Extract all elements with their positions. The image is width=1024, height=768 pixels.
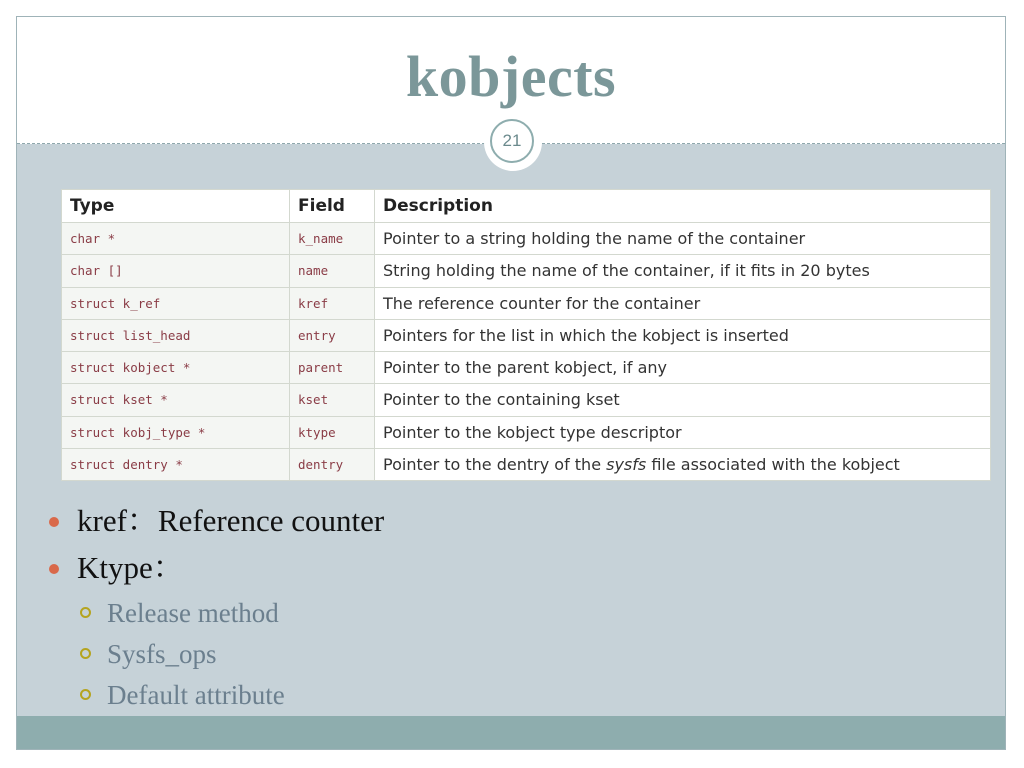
description-text: String holding the name of the container, if it fits in 20 bytes xyxy=(383,261,870,281)
bullet-text: kref：Reference counter xyxy=(77,503,385,538)
description-cell xyxy=(375,448,991,480)
bullet-dot-icon xyxy=(49,564,59,574)
description-text: Pointer to the parent kobject, if any xyxy=(383,358,668,378)
type-cell: char [] xyxy=(62,255,290,287)
description-text: Pointer to the dentry of the xyxy=(383,454,607,474)
description-emphasis: sysfs xyxy=(606,454,647,474)
description-cell xyxy=(375,352,991,384)
field-cell: kset xyxy=(290,384,375,416)
description-text-tail: file associated with the kobject xyxy=(646,454,900,474)
table-row xyxy=(62,287,991,319)
bullet-item xyxy=(47,548,947,595)
field-cell: k_name xyxy=(290,223,375,255)
bullet-text: Ktype： xyxy=(77,550,184,585)
description-cell xyxy=(375,384,991,416)
description-text: Pointer to the containing kset xyxy=(383,390,620,410)
table-header-row xyxy=(62,190,991,223)
field-cell: ktype xyxy=(290,416,375,448)
kobject-fields-table xyxy=(61,189,991,481)
table-row xyxy=(62,255,991,287)
page-number-badge xyxy=(484,113,542,171)
description-text: Pointer to a string holding the name of the container xyxy=(383,229,806,249)
type-cell: char * xyxy=(62,223,290,255)
bullet-item xyxy=(47,501,947,548)
field-cell: dentry xyxy=(290,448,375,480)
sub-bullet-item xyxy=(47,595,947,636)
page-number: 21 xyxy=(490,119,534,163)
header-type: Type xyxy=(62,190,290,223)
description-text: The reference counter for the container xyxy=(383,293,701,313)
sub-bullet-item xyxy=(47,636,947,677)
description-text: Pointers for the list in which the kobject is inserted xyxy=(383,325,789,345)
type-cell: struct kobj_type * xyxy=(62,416,290,448)
sub-bullet-ring-icon xyxy=(80,689,91,700)
sub-bullet-ring-icon xyxy=(80,607,91,618)
footer-bar xyxy=(17,716,1005,750)
field-cell: parent xyxy=(290,352,375,384)
slide-title: kobjects xyxy=(405,44,617,109)
description-cell xyxy=(375,416,991,448)
table-row xyxy=(62,416,991,448)
bullet-dot-icon xyxy=(49,517,59,527)
field-cell: entry xyxy=(290,319,375,351)
description-cell xyxy=(375,287,991,319)
table-row xyxy=(62,352,991,384)
description-text: Pointer to the kobject type descriptor xyxy=(383,422,682,442)
sub-bullet-item xyxy=(47,677,947,718)
table-row xyxy=(62,319,991,351)
header-field: Field xyxy=(290,190,375,223)
field-cell: name xyxy=(290,255,375,287)
type-cell: struct k_ref xyxy=(62,287,290,319)
description-cell xyxy=(375,319,991,351)
sub-bullet-text: Release method xyxy=(107,598,279,628)
slide xyxy=(16,16,1006,750)
field-cell: kref xyxy=(290,287,375,319)
header-description: Description xyxy=(375,190,991,223)
table-row xyxy=(62,384,991,416)
sub-bullet-text: Default attribute xyxy=(107,680,285,710)
bullet-list xyxy=(47,501,947,718)
type-cell: struct kobject * xyxy=(62,352,290,384)
description-cell xyxy=(375,223,991,255)
type-cell: struct list_head xyxy=(62,319,290,351)
type-cell: struct kset * xyxy=(62,384,290,416)
type-cell: struct dentry * xyxy=(62,448,290,480)
sub-bullet-text: Sysfs_ops xyxy=(107,639,217,669)
table-row xyxy=(62,448,991,480)
table-row xyxy=(62,223,991,255)
sub-bullet-ring-icon xyxy=(80,648,91,659)
description-cell xyxy=(375,255,991,287)
